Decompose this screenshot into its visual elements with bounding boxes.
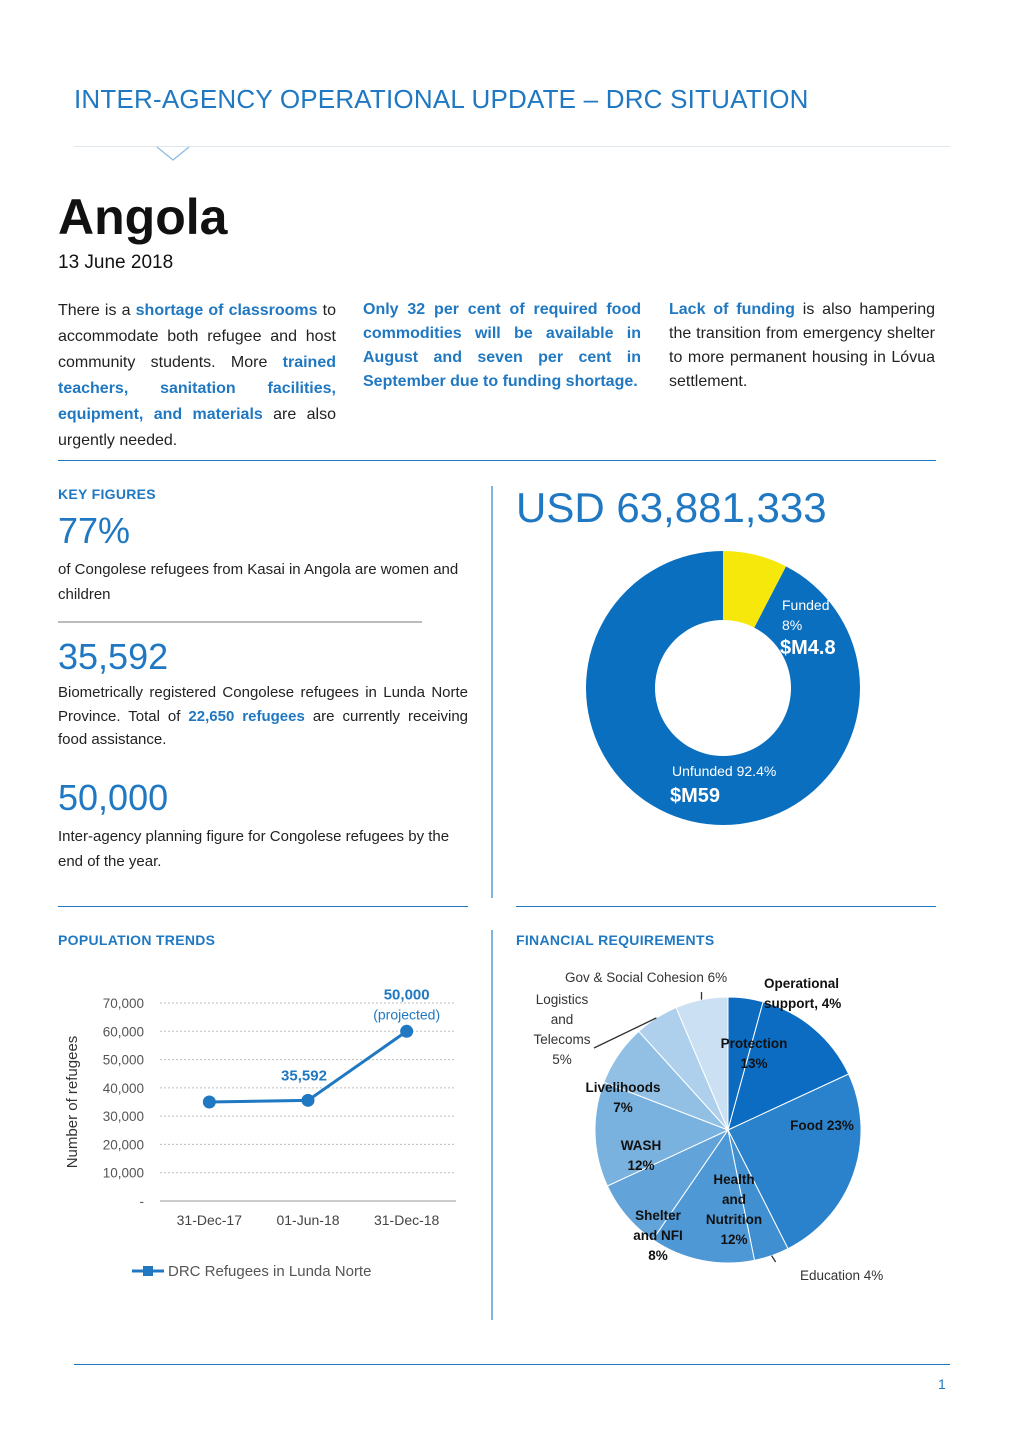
pie-slice-label [764, 976, 841, 1011]
data-point [203, 1096, 216, 1109]
y-axis-label: Number of refugees [64, 1035, 81, 1169]
y-tick-label: 20,000 [102, 1137, 144, 1153]
column-separator [491, 930, 493, 1320]
donut-unfunded-label: Unfunded 92.4% [672, 763, 777, 779]
donut-funded-amount: $M4.8 [780, 637, 836, 659]
text-run: There is a [58, 302, 136, 319]
document-header-title: INTER-AGENCY OPERATIONAL UPDATE – DRC SITUATION [74, 84, 809, 114]
column-separator [491, 486, 493, 898]
y-tick-label: 10,000 [102, 1165, 144, 1181]
text-run: to accommodate both refugee and host community students. More [58, 302, 336, 371]
population-line-chart [56, 975, 476, 1295]
x-tick-label: 31-Dec-17 [176, 1212, 243, 1228]
y-tick-label: 40,000 [102, 1080, 144, 1096]
pie-label-line: Health [713, 1172, 755, 1187]
pie-label-line: Education 4% [800, 1268, 884, 1283]
pie-label-line: Telecoms [533, 1032, 591, 1047]
data-label: (projected) [373, 1006, 441, 1023]
pie-label-line: and [550, 1012, 574, 1027]
text-run: are also urgently needed. [58, 406, 336, 449]
text-run: Inter-agency planning figure for Congolese refugees by the end of the year. [58, 828, 450, 870]
report-date: 13 June 2018 [58, 252, 174, 273]
key-figure-value: 35,592 [58, 636, 169, 677]
pie-label-line: and [721, 1192, 747, 1207]
footer-divider [74, 1364, 950, 1365]
population-trends-heading: POPULATION TRENDS [58, 932, 216, 948]
highlight-funding [669, 298, 935, 394]
highlight-emphasis: 22,650 refugees [188, 707, 305, 725]
pie-slice-label [533, 992, 590, 1067]
financial-pie-chart [516, 960, 936, 1290]
page-title: Angola [58, 189, 228, 245]
pie-label-line: 7% [613, 1100, 633, 1115]
highlight-emphasis: Lack of funding [669, 301, 795, 318]
page-number: 1 [938, 1376, 946, 1392]
pie-label-line: Livelihoods [585, 1080, 661, 1095]
text-run: Biometrically registered Congolese refugees in Lunda Norte Province. Total of [58, 684, 468, 725]
legend-marker [143, 1266, 153, 1276]
funding-donut-chart [560, 540, 890, 840]
pie-label-line: Nutrition [705, 1212, 763, 1227]
key-figures-heading: KEY FIGURES [58, 486, 156, 502]
y-tick-label: 50,000 [102, 1052, 144, 1068]
pie-slice-label [633, 1208, 683, 1263]
highlight-classrooms [58, 298, 336, 454]
y-tick-label: 60,000 [102, 1024, 144, 1040]
legend-label: DRC Refugees in Lunda Norte [168, 1263, 372, 1280]
pie-label-line: 13% [740, 1056, 768, 1071]
pie-label-line: Shelter [635, 1208, 681, 1223]
text-run: are currently receiving food assistance. [58, 707, 469, 748]
pie-slice-label [565, 970, 727, 985]
data-point [400, 1025, 413, 1038]
pie-label-line: support, 4% [764, 996, 842, 1011]
pie-label-line: Operational [764, 976, 840, 991]
pie-label-line: Gov & Social Cohesion 6% [565, 970, 728, 985]
x-tick-label: 31-Dec-18 [373, 1212, 440, 1228]
pie-label-line: WASH [620, 1138, 662, 1153]
highlights-divider [58, 460, 936, 461]
key-figures-divider [58, 621, 422, 623]
pie-label-line: 8% [648, 1248, 668, 1263]
highlight-emphasis: shortage of classrooms [135, 302, 318, 319]
financial-requirements-heading: FINANCIAL REQUIREMENTS [516, 932, 715, 948]
pie-label-line: 12% [627, 1158, 655, 1173]
text-run: is also hampering the transition from emergency shelter to more permanent housing in Lóvua settlement. [669, 301, 935, 390]
funding-total: USD 63,881,333 [516, 484, 827, 531]
key-figure-value: 77% [58, 510, 131, 551]
key-figure-text [58, 824, 468, 874]
leader-line [772, 1256, 776, 1262]
section-divider [516, 906, 936, 907]
y-tick-label: 30,000 [102, 1109, 144, 1125]
header-chevron-icon [156, 146, 190, 162]
highlight-food: Only 32 per cent of required food commodities will be available in August and seven per cent in September due to funding shortage. [363, 301, 641, 390]
key-figure-text [58, 557, 468, 607]
pie-slice-label [800, 1268, 883, 1283]
pie-slice-label [790, 1118, 854, 1133]
pie-label-line: Protection [720, 1036, 788, 1051]
section-divider [58, 906, 468, 907]
data-label: 50,000 [383, 986, 430, 1004]
header-divider [74, 146, 950, 147]
pie-label-line: Food 23% [790, 1118, 854, 1133]
highlight-emphasis: trained teachers, sanitation facilities, equipment, and materials [58, 354, 336, 423]
data-point [302, 1094, 315, 1107]
x-tick-label: 01-Jun-18 [276, 1212, 340, 1228]
data-label: 35,592 [281, 1067, 327, 1085]
key-figure-text [58, 681, 468, 752]
donut-funded-label: Funded [782, 597, 830, 613]
y-tick-label: - [139, 1194, 144, 1209]
y-tick-label: 70,000 [102, 996, 144, 1011]
donut-unfunded-amount: $M59 [670, 785, 721, 807]
pie-label-line: 12% [720, 1232, 748, 1247]
key-figure-value: 50,000 [58, 777, 169, 818]
pie-label-line: Logistics [535, 992, 589, 1007]
pie-label-line: 5% [552, 1052, 572, 1067]
donut-funded-pct: 8% [782, 617, 803, 633]
pie-label-line: and NFI [633, 1228, 683, 1243]
text-run: of Congolese refugees from Kasai in Angola are women and children [58, 561, 459, 603]
